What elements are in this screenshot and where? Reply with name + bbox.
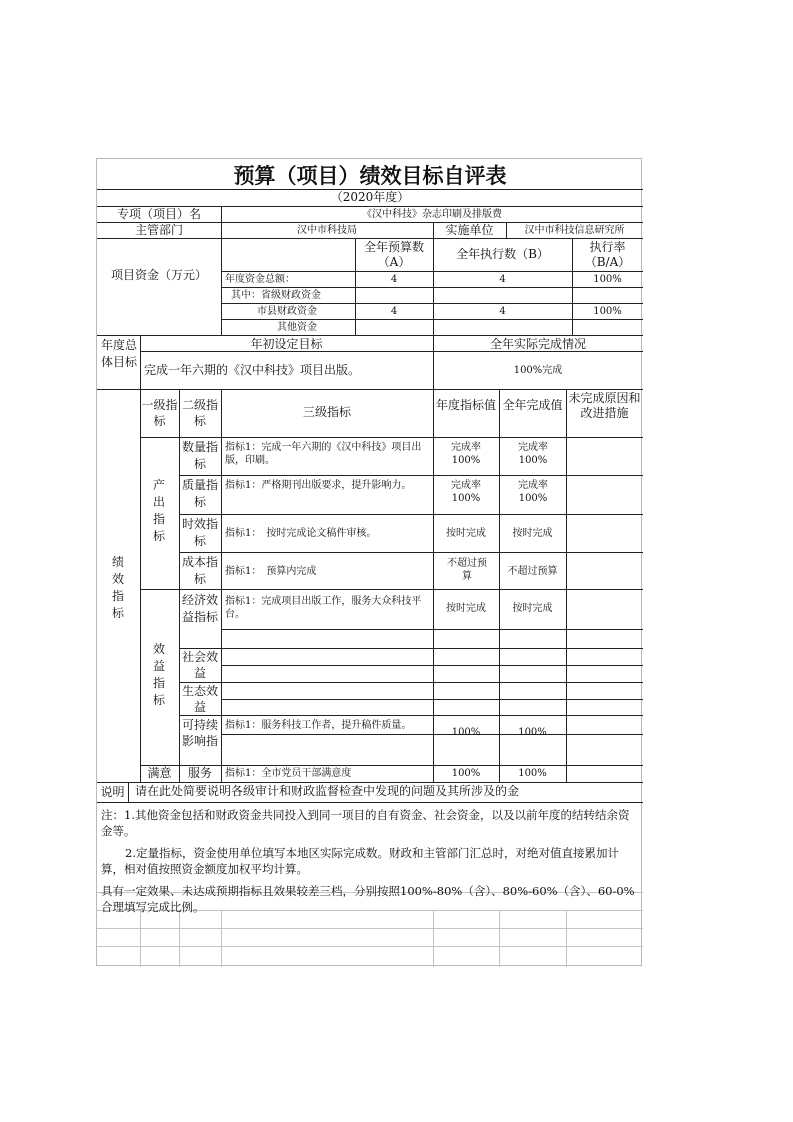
actual-completion-text: 100%完成 — [513, 365, 563, 376]
fund-row-name: 其中：省级财政资金 — [231, 290, 321, 301]
level2-label: 社会效益 — [181, 650, 218, 680]
remark-label: 说明 — [100, 785, 125, 799]
group-satisfaction: 满意 — [147, 766, 172, 780]
actual-value: 按时完成 — [512, 528, 553, 539]
fund-row-rate: 100% — [593, 306, 622, 317]
target-value: 按时完成 — [446, 528, 486, 539]
level3-text: 指标1：服务科技工作者，提升稿件质量。 — [225, 720, 412, 731]
col-level2: 二级指标 — [181, 398, 218, 428]
group-output: 产出指标 — [152, 478, 165, 543]
level3-text: 指标1：完成一年六期的《汉中科技》项目出版，印刷。 — [225, 442, 422, 466]
fund-row-name: 其他资金 — [277, 322, 317, 333]
evaluation-table — [96, 158, 642, 966]
col-level3: 三级指标 — [302, 405, 351, 419]
level2-label: 质量指标 — [181, 478, 218, 509]
fund-row-name: 年度资金总额： — [225, 274, 295, 285]
target-value: 100% — [451, 768, 481, 779]
col-budget: 全年预算数（A） — [363, 240, 424, 269]
level2-label: 生态效益 — [181, 684, 218, 714]
actual-value: 100% — [518, 727, 547, 738]
funds-label: 项目资金（万元） — [110, 268, 207, 282]
note-2: 2.定量指标，资金使用单位填写本地区实际完成数。财政和主管部门汇总时，对绝对值直接累加计算，相对值按照资金额度加权平均计算。 — [101, 846, 619, 876]
actual-value: 按时完成 — [512, 603, 553, 614]
unit-value: 汉中市科技信息研究所 — [524, 225, 625, 236]
level2-label: 数量指标 — [181, 440, 218, 471]
target-value: 完成率100% — [451, 480, 481, 504]
col-exec: 全年执行数（B） — [456, 247, 549, 261]
actual-value: 完成率100% — [518, 480, 548, 504]
actual-value: 完成率100% — [518, 442, 548, 466]
col-actual-completion: 全年实际完成情况 — [489, 337, 586, 351]
fund-row-rate: 100% — [593, 274, 622, 285]
target-value: 完成率100% — [451, 442, 481, 466]
level2-label: 成本指标 — [181, 555, 218, 586]
note-3: 具有一定效果、未达成预期指标且效果较差三档，分别按照100%-80%（含）、80%-60%（含）、60-0%合理填写完成比例。 — [101, 884, 635, 914]
evaluation-sheet — [96, 158, 642, 966]
target-value: 按时完成 — [446, 603, 486, 614]
remark-text: 请在此处简要说明各级审计和财政监督检查中发现的问题及其所涉及的金 — [135, 784, 520, 798]
actual-value: 100% — [518, 768, 547, 779]
goal-label: 年度总体目标 — [100, 338, 137, 369]
fund-row-exec: 4 — [499, 306, 506, 317]
project-name: 《汉中科技》杂志印刷及排版费 — [362, 209, 502, 220]
unit-label: 实施单位 — [445, 223, 494, 237]
col-reason: 未完成原因和改进措施 — [568, 391, 641, 420]
dept-value: 汉中市科技局 — [297, 225, 357, 236]
indicators-label: 绩效指标 — [111, 555, 124, 620]
level3-text: 指标1： 预算内完成 — [225, 566, 317, 577]
project-label: 专项（项目）名 — [116, 207, 201, 221]
col-initial-goal: 年初设定目标 — [250, 337, 323, 351]
year-subtitle: （2020年度） — [330, 190, 410, 204]
fund-row-exec: 4 — [499, 274, 506, 285]
level2-label: 可持续影响指 — [181, 718, 218, 748]
fund-row-budget: 4 — [390, 274, 398, 285]
col-actual: 全年完成值 — [502, 398, 563, 412]
col-level1: 一级指标 — [141, 398, 178, 428]
target-value: 不超过预算 — [447, 558, 487, 582]
fund-row-budget: 4 — [390, 306, 398, 317]
initial-goal-text: 完成一年六期的《汉中科技》项目出版。 — [144, 363, 361, 377]
note-1: 注：1.其他资金包括和财政资金共同投入到同一项目的自有资金、社会资金，以及以前年度的结转结余资金等。 — [101, 808, 630, 838]
level3-text: 指标1： 按时完成论文稿件审核。 — [225, 528, 377, 539]
level3-text: 指标1：严格期刊出版要求，提升影响力。 — [225, 480, 412, 491]
level2-label: 经济效益指标 — [181, 593, 218, 624]
col-target: 年度指标值 — [435, 398, 496, 412]
level2-label: 服务 — [187, 766, 212, 780]
level3-text: 指标1：完成项目出版工作，服务大众科技平台。 — [225, 596, 422, 620]
page-title: 预算（项目）绩效目标自评表 — [233, 163, 507, 188]
fund-row-name: 市县财政资金 — [257, 306, 317, 317]
target-value: 100% — [451, 727, 481, 738]
actual-value: 不超过预算 — [507, 566, 558, 577]
group-benefit: 效益指标 — [152, 642, 165, 707]
dept-label: 主管部门 — [134, 223, 183, 237]
col-rate: 执行率（B/A） — [584, 240, 631, 269]
level3-text: 指标1：全市党员干部满意度 — [225, 768, 352, 779]
level2-label: 时效指标 — [181, 517, 218, 548]
